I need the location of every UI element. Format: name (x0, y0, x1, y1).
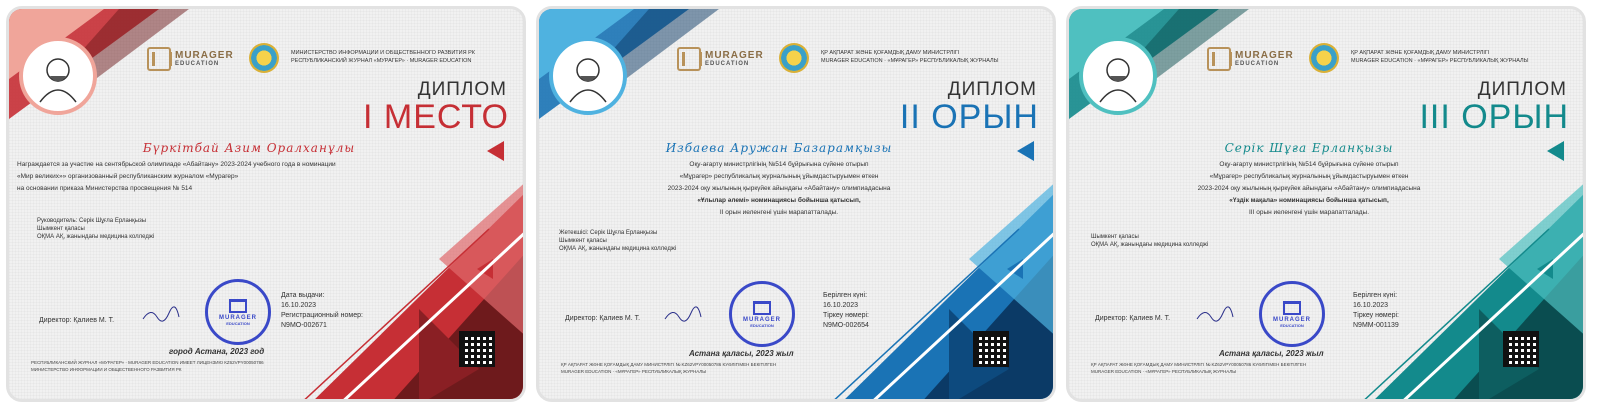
issue-date-label: Дата выдачи: (281, 292, 325, 299)
registration-label: Регистрационный номер: (281, 312, 363, 319)
abai-portrait-icon (1079, 37, 1157, 115)
logo-name: MURAGER (705, 50, 764, 61)
stamp-logo-icon (229, 299, 247, 313)
award-text-line: III орын иеленгені үшін марапатталады. (1248, 209, 1369, 216)
place-title: I МЕСТО (362, 98, 509, 136)
stamp-subtitle: EDUCATION (1280, 322, 1304, 328)
city-year: Астана қаласы, 2023 жыл (1219, 349, 1324, 358)
footer-line: MURAGER EDUCATION · «МҰРАГЕР» РЕСПУБЛИКАЛЫҚ ЖУРНАЛЫ (1091, 369, 1237, 374)
logo-subtitle: EDUCATION (705, 61, 750, 67)
award-text-line: «Мұрагер» республикалық журналының ұйымдастыруымен өткен (1209, 173, 1409, 180)
logo-name: MURAGER (1235, 50, 1294, 61)
director-signature-label: Директор: Қалиев М. Т. (39, 317, 115, 324)
footer-text (561, 361, 901, 375)
qr-code-icon (1503, 331, 1539, 367)
award-text-line: на основании приказа Министерства просвещения № 514 (17, 185, 193, 192)
supervisor-line: Руководитель: Серік Шұғла Ерланқызы (37, 218, 147, 224)
issue-date: 16.10.2023 (823, 302, 859, 309)
footer-text (31, 359, 351, 373)
murager-logo (147, 47, 234, 71)
registration-number: N9MO-002654 (823, 322, 869, 329)
award-text-line: «Үздік мақала» номинациясы бойынша қатысып, (1229, 197, 1389, 204)
award-text-line: 2023-2024 оқу жылының қыркүйек айындағы «Абайтану» олимпиадасына (1197, 185, 1421, 192)
supervisor-line: ОҚМА АҚ, жанындағы медицина колледжі (1091, 242, 1209, 248)
supervisor-line: ОҚМА АҚ, жанындағы медицина колледжі (37, 234, 155, 240)
award-text-line: Оқу-ағарту министрлігінің №514 бұйрығына сүйене отырып (689, 161, 869, 168)
issue-date: 16.10.2023 (1353, 302, 1389, 309)
supervisor-line: ОҚМА АҚ, жанындағы медицина колледжі (559, 246, 677, 252)
award-text-line: II орын иеленгені үшін марапатталады. (719, 209, 839, 216)
stamp-subtitle: EDUCATION (226, 320, 250, 326)
issue-date-label: Берілген күні: (1353, 292, 1398, 299)
murager-stamp (1259, 281, 1325, 347)
award-text (539, 159, 1019, 219)
recipient-name: Бүркітбай Азим Оралханұлы (142, 141, 356, 155)
footer-line: ҚР АҚПАРАТ ЖӘНЕ ҚОҒАМДЫҚ ДАМУ МИНИСТРЛІГІ № KZ62VPY00050786 КУӘЛІГІМЕН БЕКІТІЛГЕН (1091, 362, 1307, 367)
stamp-logo-icon (1283, 301, 1301, 315)
logo-subtitle: EDUCATION (175, 61, 220, 67)
stamp-name: MURAGER (743, 316, 781, 323)
diploma-certificate-second-place (536, 6, 1056, 402)
signature-scribble (663, 305, 703, 325)
place-title: III ОРЫН (1419, 98, 1569, 136)
award-text-line: «Ұлылар әлемі» номинациясы бойынша қатысып, (697, 197, 861, 204)
supervisor-line: Шымкент қаласы (1091, 234, 1139, 240)
supervisor-block (1091, 233, 1208, 249)
diploma-certificate-first-place (6, 6, 526, 402)
city-year: город Астана, 2023 год (169, 347, 265, 356)
ministry-header (1351, 49, 1576, 65)
supervisor-line: Шымкент қаласы (559, 238, 607, 244)
diploma-heading: ДИПЛОМ (417, 79, 507, 100)
ministry-line: MURAGER EDUCATION · «МҰРАГЕР» РЕСПУБЛИКАЛЫҚ ЖУРНАЛЫ (1351, 58, 1529, 64)
ministry-line: МИНИСТЕРСТВО ИНФОРМАЦИИ И ОБЩЕСТВЕННОГО РАЗВИТИЯ РК (291, 50, 475, 56)
issue-details (1353, 291, 1399, 331)
state-emblem-icon (1309, 43, 1339, 73)
footer-line: MURAGER EDUCATION · «МҰРАГЕР» РЕСПУБЛИКАЛЫҚ ЖУРНАЛЫ (561, 369, 707, 374)
stamp-name: MURAGER (1273, 316, 1311, 323)
footer-line: МИНИСТЕРСТВО ИНФОРМАЦИИ И ОБЩЕСТВЕННОГО РАЗВИТИЯ РК (31, 367, 182, 372)
diploma-heading: ДИПЛОМ (1477, 79, 1567, 100)
director-signature-label: Директор: Қалиев М. Т. (1095, 315, 1171, 322)
ministry-line: ҚР АҚПАРАТ ЖӘНЕ ҚОҒАМДЫҚ ДАМУ МИНИСТРЛІГІ (821, 50, 960, 56)
murager-stamp (729, 281, 795, 347)
state-emblem-icon (779, 43, 809, 73)
murager-logo (1207, 47, 1294, 71)
registration-label: Тіркеу нөмері: (1353, 312, 1399, 319)
city-year: Астана қаласы, 2023 жыл (689, 349, 794, 358)
diploma-heading: ДИПЛОМ (947, 79, 1037, 100)
footer-text (1091, 361, 1431, 375)
ministry-line: РЕСПУБЛИКАНСКИЙ ЖУРНАЛ «МУРАГЕР» · MURAGER EDUCATION (291, 58, 472, 64)
award-text-line: 2023-2024 оқу жылының қыркүйек айындағы «Абайтану» олимпиадасына (667, 185, 891, 192)
signature-scribble (141, 305, 181, 325)
supervisor-line: Шымкент қаласы (37, 226, 85, 232)
award-text-line: «Мир великих»» организованный республиканским журналом «Мурагер» (17, 173, 239, 180)
ministry-line: ҚР АҚПАРАТ ЖӘНЕ ҚОҒАМДЫҚ ДАМУ МИНИСТРЛІГІ (1351, 50, 1490, 56)
supervisor-block (559, 229, 676, 253)
murager-logo-icon (1207, 47, 1231, 71)
issue-date: 16.10.2023 (281, 302, 317, 309)
issue-details (281, 291, 363, 331)
place-title: II ОРЫН (899, 98, 1039, 136)
supervisor-line: Жетекшісі: Серік Шұғла Ерланқызы (559, 230, 658, 236)
registration-number: N9MO-002671 (281, 322, 327, 329)
ministry-line: MURAGER EDUCATION · «МҰРАГЕР» РЕСПУБЛИКАЛЫҚ ЖУРНАЛЫ (821, 58, 999, 64)
abai-portrait-icon (19, 37, 97, 115)
footer-line: ҚР АҚПАРАТ ЖӘНЕ ҚОҒАМДЫҚ ДАМУ МИНИСТРЛІГІ № KZ62VPY00050786 КУӘЛІГІМЕН БЕКІТІЛГЕН (561, 362, 777, 367)
footer-line: РЕСПУБЛИКАНСКИЙ ЖУРНАЛ «МУРАГЕР» · MURAGER EDUCATION ИМЕЕТ ЛИЦЕНЗИЮ КZ62VPY00050786 (31, 360, 264, 365)
logo-name: MURAGER (175, 50, 234, 61)
murager-logo-icon (147, 47, 171, 71)
stamp-logo-icon (753, 301, 771, 315)
recipient-name: Избаева Аружан Базарамқызы (665, 141, 893, 155)
ministry-header (291, 49, 516, 65)
logo-subtitle: EDUCATION (1235, 61, 1280, 67)
registration-number: N9MM-001139 (1353, 322, 1399, 329)
state-emblem-icon (249, 43, 279, 73)
diploma-certificate-third-place (1066, 6, 1586, 402)
supervisor-block (37, 217, 154, 241)
registration-label: Тіркеу нөмері: (823, 312, 869, 319)
signature-scribble (1195, 305, 1235, 325)
stamp-name: MURAGER (219, 314, 257, 321)
stamp-subtitle: EDUCATION (750, 322, 774, 328)
award-text (17, 159, 457, 195)
award-text-line: Награждается за участие на сентябрьской олимпиаде «Абайтану» 2023-2024 учебного года в номинации (17, 161, 336, 168)
qr-code-icon (459, 331, 495, 367)
ministry-header (821, 49, 1046, 65)
murager-stamp (205, 279, 271, 345)
qr-code-icon (973, 331, 1009, 367)
award-text-line: «Мұрагер» республикалық журналының ұйымдастыруымен өткен (679, 173, 879, 180)
award-text-line: Оқу-ағарту министрлігінің №514 бұйрығына сүйене отырып (1219, 161, 1399, 168)
award-text (1069, 159, 1549, 219)
murager-logo (677, 47, 764, 71)
issue-date-label: Берілген күні: (823, 292, 868, 299)
recipient-name: Серік Шұға Ерланқызы (1224, 141, 1394, 155)
abai-portrait-icon (549, 37, 627, 115)
murager-logo-icon (677, 47, 701, 71)
issue-details (823, 291, 869, 331)
director-signature-label: Директор: Қалиев М. Т. (565, 315, 641, 322)
